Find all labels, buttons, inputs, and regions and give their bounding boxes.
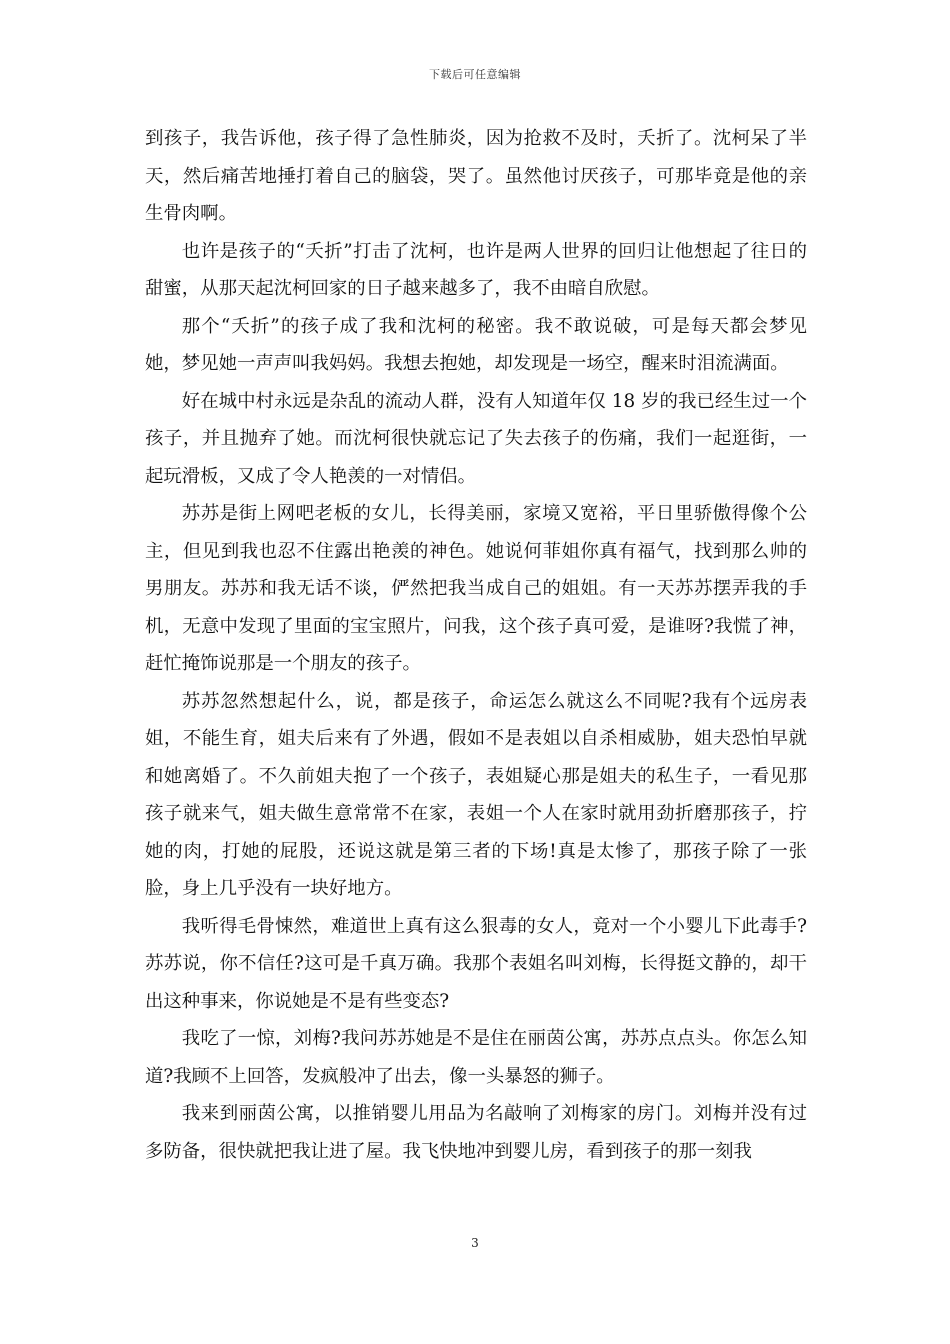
paragraph: 苏苏是街上网吧老板的女儿，长得美丽，家境又宽裕，平日里骄傲得像个公主，但见到我也忍不住露出艳羡的神色。她说何菲姐你真有福气，找到那么帅的男朋友。苏苏和我无话不谈，俨然把我当成自己的姐姐。有一天苏苏摆弄我的手机，无意中发现了里面的宝宝照片，问我，这个孩子真可爱，是谁呀?我慌了神，赶忙掩饰说那是一个朋友的孩子。 <box>145 503 807 674</box>
document-body <box>145 120 807 1170</box>
paragraph: 我吃了一惊，刘梅?我问苏苏她是不是住在丽茵公寓，苏苏点点头。你怎么知道?我顾不上回答，发疯般冲了出去，像一头暴怒的狮子。 <box>145 1028 807 1087</box>
page-header: 下载后可任意编辑 <box>429 68 521 81</box>
paragraph: 那个“夭折”的孩子成了我和沈柯的秘密。我不敢说破，可是每天都会梦见她，梦见她一声声叫我妈妈。我想去抱她，却发现是一场空，醒来时泪流满面。 <box>145 315 807 374</box>
paragraph: 好在城中村永远是杂乱的流动人群，没有人知道年仅 18 岁的我已经生过一个孩子，并且抛弃了她。而沈柯很快就忘记了失去孩子的伤痛，我们一起逛街，一起玩滑板，又成了令人艳羡的一对情侣。 <box>145 390 807 487</box>
page-number: 3 <box>471 1236 479 1250</box>
paragraph-continuation: 到孩子，我告诉他，孩子得了急性肺炎，因为抢救不及时，夭折了。沈柯呆了半天，然后痛苦地捶打着自己的脑袋，哭了。虽然他讨厌孩子，可那毕竟是他的亲生骨肉啊。 <box>145 128 807 224</box>
paragraph: 我来到丽茵公寓，以推销婴儿用品为名敲响了刘梅家的房门。刘梅并没有过多防备，很快就把我让进了屋。我飞快地冲到婴儿房，看到孩子的那一刻我 <box>145 1103 807 1162</box>
paragraph: 也许是孩子的“夭折”打击了沈柯，也许是两人世界的回归让他想起了往日的甜蜜，从那天起沈柯回家的日子越来越多了，我不由暗自欣慰。 <box>145 240 807 299</box>
paragraph: 苏苏忽然想起什么，说，都是孩子，命运怎么就这么不同呢?我有个远房表姐，不能生育，姐夫后来有了外遇，假如不是表姐以自杀相威胁，姐夫恐怕早就和她离婚了。不久前姐夫抱了一个孩子，表姐疑心那是姐夫的私生子，一看见那孩子就来气，姐夫做生意常常不在家，表姐一个人在家时就用劲折磨那孩子，拧她的肉，打她的屁股，还说这就是第三者的下场!真是太惨了，那孩子除了一张脸，身上几乎没有一块好地方。 <box>145 690 807 899</box>
paragraph: 我听得毛骨悚然，难道世上真有这么狠毒的女人，竟对一个小婴儿下此毒手?苏苏说，你不信任?这可是千真万确。我那个表姐名叫刘梅，长得挺文静的，却干出这种事来，你说她是不是有些变态? <box>145 915 807 1012</box>
